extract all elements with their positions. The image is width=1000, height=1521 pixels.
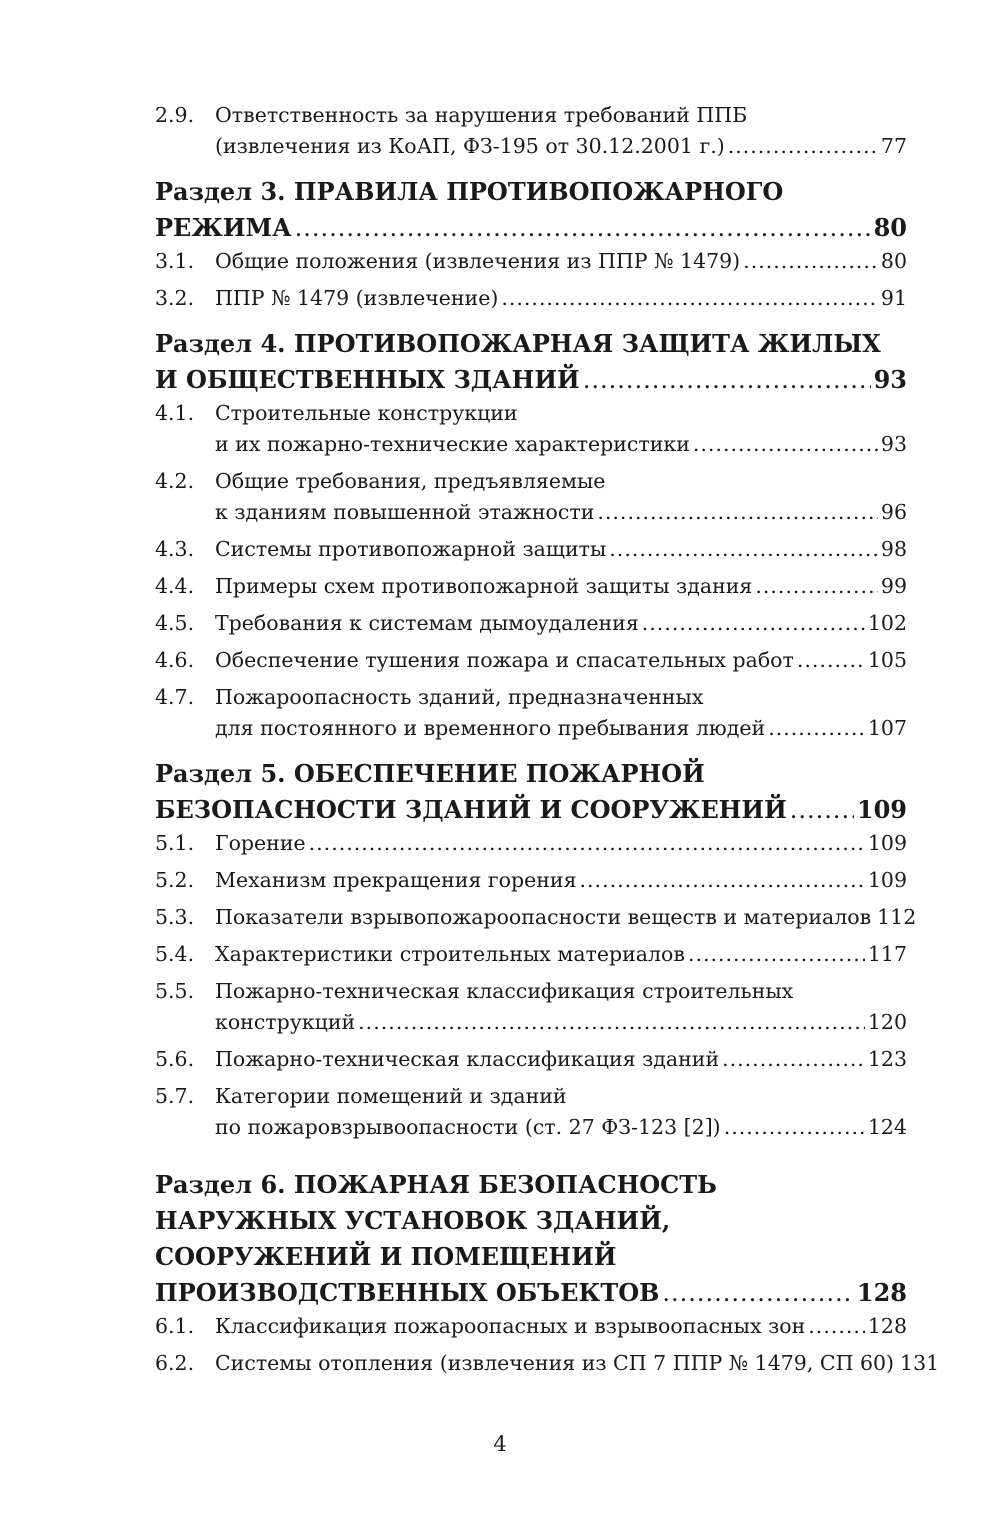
dot-leader [724,1112,865,1143]
toc-line [215,1348,940,1379]
toc-text: Требования к системам дымоудаления [215,611,639,635]
toc-entry-number: 4.4. [155,574,195,598]
toc-entry [155,283,907,314]
toc-line [215,283,907,314]
toc-page-number: 105 [867,648,907,672]
toc-entry [155,466,907,528]
toc-entry-line: Категории помещений и зданий [215,1084,567,1108]
toc-text: Пожарно-техническая классификация зданий [215,1047,720,1071]
toc-entry [155,976,907,1038]
toc-entry-number: 6.2. [155,1351,195,1375]
toc-entry [155,865,907,896]
toc-page-number: 93 [873,365,907,394]
toc-page-number: 124 [867,1115,907,1139]
toc-line [215,608,907,639]
dot-leader [662,1275,854,1311]
dot-leader [808,1311,865,1342]
toc-entry [155,1348,940,1379]
toc-line [215,902,917,933]
toc-entry-number: 4.6. [155,648,195,672]
toc-line [215,429,907,460]
toc-page-number: 109 [867,868,907,892]
toc-line [215,534,907,565]
toc-line [215,939,907,970]
toc-entry-line: Пожароопасность зданий, предназначенных [215,685,704,709]
toc-entry [155,608,907,639]
toc-entry-line: Общие требования, предъявляемые [215,469,606,493]
toc-entry-number: 4.1. [155,401,195,425]
toc-entry [155,571,907,602]
toc-text: БЕЗОПАСНОСТИ ЗДАНИЙ И СООРУЖЕНИЙ [155,795,787,824]
toc-page-number: 98 [880,537,907,561]
toc-page-number: 80 [873,213,907,242]
toc-text: Показатели взрывопожароопасности веществ и материалов [215,905,872,929]
toc-entry-number: 4.7. [155,685,195,709]
toc-page-number: 128 [867,1314,907,1338]
toc-entry-number: 4.2. [155,469,195,493]
toc-entry [155,939,907,970]
toc-page-number: 93 [880,432,907,456]
dot-leader [580,865,865,896]
toc-entry-body [215,398,907,460]
toc-entry-body [215,571,907,602]
toc-entry-body [215,939,907,970]
toc-page-number: 112 [877,905,917,929]
toc-text: РЕЖИМА [155,213,292,242]
toc-entry [155,1311,907,1342]
dot-leader [755,571,878,602]
toc-entry-number: 2.9. [155,103,195,127]
toc-entry-number: 5.3. [155,905,195,929]
toc-line [215,1311,907,1342]
toc-entry [155,682,907,744]
toc-entry-body [215,608,907,639]
toc-entry-body [215,1044,907,1075]
toc-line [155,1275,907,1311]
toc-text: Системы отопления (извлечения из СП 7 ППР № 1479, СП 60) [215,1351,895,1375]
toc-text: для постоянного и временного пребывания людей [215,716,766,740]
toc-entry-number: 4.5. [155,611,195,635]
toc-page-number: 102 [867,611,907,635]
toc-text: И ОБЩЕСТВЕННЫХ ЗДАНИЙ [155,365,580,394]
toc-text: ПРОИЗВОДСТВЕННЫХ ОБЪЕКТОВ [155,1278,660,1307]
dot-leader [688,939,865,970]
toc-entry-body [215,100,907,162]
toc-entry-line: Строительные конструкции [215,401,518,425]
toc-line [215,865,907,896]
toc-page-number: 123 [867,1047,907,1071]
toc-entry-number: 5.5. [155,979,195,1003]
dot-leader [768,713,865,744]
toc-line [155,210,907,246]
toc-section-heading [155,326,907,398]
toc-line [155,362,907,398]
toc-page-number: 128 [856,1278,907,1307]
toc-page-number: 109 [867,831,907,855]
toc-entry-body [215,645,907,676]
toc-line [215,497,907,528]
toc-entry [155,100,907,162]
toc-section-heading [155,1167,907,1311]
toc-entry-number: 5.2. [155,868,195,892]
toc-text: Характеристики строительных материалов [215,942,685,966]
dot-leader [722,1044,865,1075]
toc-section-line: НАРУЖНЫХ УСТАНОВОК ЗДАНИЙ, [155,1206,671,1235]
toc-entry-number: 5.1. [155,831,195,855]
toc-text: Обеспечение тушения пожара и спасательных работ [215,648,794,672]
page-number: 4 [493,1432,507,1456]
dot-leader [295,210,871,246]
toc-page-number: 77 [880,134,907,158]
toc-section-line: Раздел 3. ПРАВИЛА ПРОТИВОПОЖАРНОГО [155,177,784,206]
toc-entry-number: 5.6. [155,1047,195,1071]
toc-entry [155,246,907,277]
toc-entry-body [215,682,907,744]
dot-leader [790,792,854,828]
toc-page-number: 117 [867,942,907,966]
toc-section-heading [155,756,907,828]
toc-section-heading [155,174,907,246]
toc-entry [155,645,907,676]
toc-entry-number: 4.3. [155,537,195,561]
toc-text: Примеры схем противопожарной защиты здания [215,574,753,598]
toc-entry-body [215,534,907,565]
dot-leader [743,246,878,277]
dot-leader [693,429,878,460]
dot-leader [797,645,865,676]
toc-page-number: 131 [900,1351,940,1375]
toc-section-line: Раздел 6. ПОЖАРНАЯ БЕЗОПАСНОСТЬ [155,1170,717,1199]
toc-line [215,828,907,859]
toc-line [155,792,907,828]
toc-entry-body [215,1348,940,1379]
toc-text: по пожаровзрывоопасности (ст. 27 ФЗ-123 [2]) [215,1115,721,1139]
toc-entry-body [215,1311,907,1342]
toc-text: Классификация пожароопасных и взрывоопасных зон [215,1314,806,1338]
toc-page-number: 120 [867,1010,907,1034]
toc-text: и их пожарно-технические характеристики [215,432,690,456]
toc-page-number: 91 [880,286,907,310]
toc-text: Механизм прекращения горения [215,868,577,892]
toc-line [215,713,907,744]
toc-entry-number: 5.4. [155,942,195,966]
toc-text: к зданиям повышенной этажности [215,500,595,524]
dot-leader [583,362,871,398]
toc-text: Системы противопожарной защиты [215,537,607,561]
toc-entry [155,398,907,460]
toc-text: (извлечения из КоАП, ФЗ-195 от 30.12.2001 г.) [215,134,725,158]
dot-leader [597,497,878,528]
toc-text: Общие положения (извлечения из ППР № 1479) [215,249,741,273]
toc-section-line: Раздел 5. ОБЕСПЕЧЕНИЕ ПОЖАРНОЙ [155,759,705,788]
toc-entry-body [215,283,907,314]
toc-line [215,1044,907,1075]
dot-leader [728,131,878,162]
dot-leader [501,283,878,314]
toc-text: ППР № 1479 (извлечение) [215,286,499,310]
toc-entry-number: 5.7. [155,1084,195,1108]
toc-page-number: 109 [856,795,907,824]
table-of-contents [155,100,940,1379]
toc-entry-body [215,828,907,859]
toc-page-number: 99 [880,574,907,598]
toc-text: Горение [215,831,306,855]
toc-entry-body [215,865,907,896]
toc-entry-line: Пожарно-техническая классификация строительных [215,979,794,1003]
toc-entry-number: 3.1. [155,249,195,273]
toc-entry-body [215,902,917,933]
toc-line [215,645,907,676]
toc-text: конструкций [215,1010,356,1034]
toc-section-line: СООРУЖЕНИЙ И ПОМЕЩЕНИЙ [155,1242,617,1271]
toc-entry-body [215,466,907,528]
toc-entry-body [215,246,907,277]
toc-entry [155,828,907,859]
toc-line [215,131,907,162]
toc-entry-body [215,976,907,1038]
toc-line [215,246,907,277]
toc-entry [155,534,907,565]
dot-leader [642,608,865,639]
toc-entry-number: 3.2. [155,286,195,310]
dot-leader [309,828,865,859]
toc-entry-number: 6.1. [155,1314,195,1338]
toc-entry [155,902,917,933]
toc-line [215,1112,907,1143]
toc-page-number: 107 [867,716,907,740]
dot-leader [609,534,878,565]
toc-line [215,1007,907,1038]
toc-line [215,571,907,602]
toc-entry [155,1044,907,1075]
toc-page-number: 80 [880,249,907,273]
toc-entry-body [215,1081,907,1143]
toc-section-line: Раздел 4. ПРОТИВОПОЖАРНАЯ ЗАЩИТА ЖИЛЫХ [155,329,881,358]
toc-entry-line: Ответственность за нарушения требований ППБ [215,103,748,127]
dot-leader [358,1007,865,1038]
toc-page-number: 96 [880,500,907,524]
toc-entry [155,1081,907,1143]
